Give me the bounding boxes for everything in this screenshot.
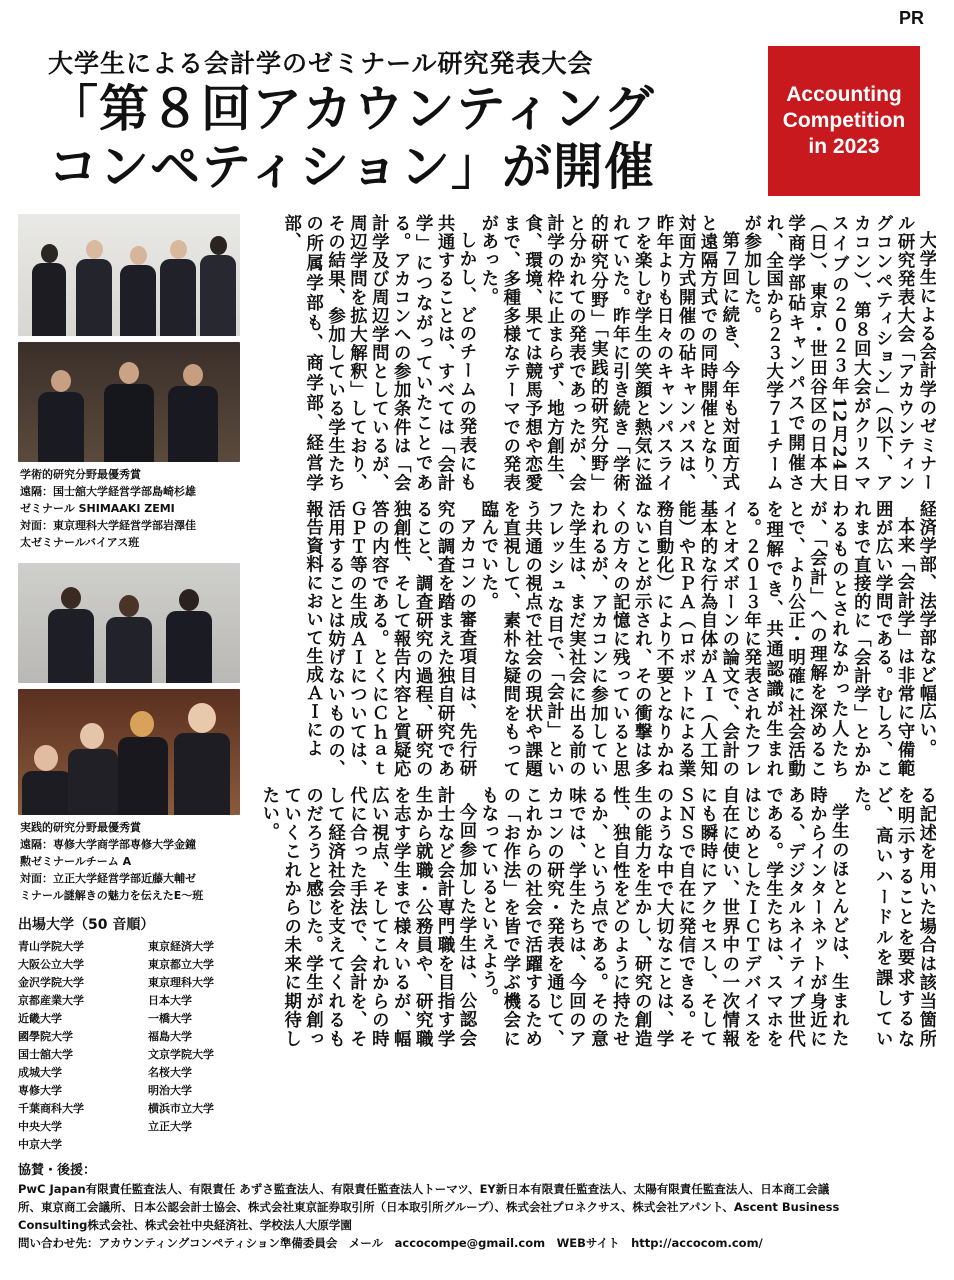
caption-academic-award: [20, 466, 244, 551]
article-text-lower: [250, 786, 936, 1048]
sponsors-line-2: 所、東京商工会議所、日本公認会計士協会、株式会社東京証券取引所（日本取引所グループ）、株式会社プロネクサス、株式会社アパント、Ascent Business: [18, 1200, 840, 1214]
photo-practical-online-team: [18, 563, 240, 683]
article-paragraph: アカコンの審査項目は、先行研究の調査を踏まえた独自研究であること、調査研究の過程、研究の独創性、そして報告内容と質疑応答の内容である。とくにＣｈａｔＧＰＴ等の生成ＡＩについては、活用することは妨げないものの、報告資料において生成ＡＩによ: [302, 500, 476, 778]
university-item: 中央大学: [18, 1120, 62, 1133]
university-item: 中京大学: [18, 1138, 62, 1151]
university-item: 成城大学: [18, 1066, 62, 1079]
university-item: 大阪公立大学: [18, 958, 84, 971]
article-paragraph: 学生のほとんどは、生まれた時からインターネットが身近にある、デジタルネイティブ世代である。学生たちは、スマホをはじめとしたＩＣＴデバイスを自在に使い、世界中の一次情報にも瞬時にアクセスし、そしてＳＮＳで自在に発信できる。そのような中で大切なことは、学生の能力を生かし、研究の創造性、独自性をどのように持たせるか、という点である。その意味では、学生たちは、今回のアカコンの研究・発表を通じて、これからの社会で活躍するための「お作法」を皆で学ぶ機会にもなっているといえよう。: [477, 786, 849, 1048]
university-item: 国士舘大学: [18, 1048, 73, 1061]
caption-practical-line-1: 遠隔：専修大学商学部専修大学金鐘: [20, 838, 196, 851]
article-paragraph: 大学生による会計学のゼミナール研究発表大会「アカウンティングコンペティション」（以下、アカコン）、第８回大会がクリスマスイブの２０２３年12月24日（日）、東京・世田谷区の日本大学商学部砧キャンパスで開催され、全国から２３大学７１チームが参加した。: [740, 214, 936, 492]
university-item: 文京学院大学: [148, 1048, 214, 1061]
university-item: 福島大学: [148, 1030, 192, 1043]
article-title-line-1: 「第８回アカウンティング: [48, 80, 655, 138]
caption-practical-title: 実践的研究分野最優秀賞: [20, 821, 141, 834]
photo-academic-online-team: [18, 214, 240, 336]
university-item: 青山学院大学: [18, 940, 84, 953]
university-item: 近畿大学: [18, 1012, 62, 1025]
article-text-upper: [250, 214, 936, 492]
university-item: 名桜大学: [148, 1066, 192, 1079]
contact-line: 問い合わせ先：アカウンティングコンペティション準備委員会 メール accocompe@gmail.com WEBサイト http://accocom.com/: [18, 1236, 763, 1250]
badge-line-2: Competition: [782, 109, 906, 132]
badge-line-1: Accounting: [786, 83, 902, 106]
article-row-lower: [250, 786, 936, 1048]
photo-practical-onsite-team: [18, 689, 240, 815]
sponsors-line-1: PwC Japan有限責任監査法人、有限責任 あずさ監査法人、有限責任監査法人トーマツ、EY新日本有限責任監査法人、太陽有限責任監査法人、日本商工会議: [18, 1182, 830, 1196]
universities-heading: 出場大学（50 音順）: [18, 917, 155, 933]
article-body: [250, 214, 936, 1048]
university-item: 金沢学院大学: [18, 976, 84, 989]
universities-list: [18, 938, 244, 1154]
article-row-upper: [250, 214, 936, 492]
university-item: 専修大学: [18, 1084, 62, 1097]
caption-academic-line-3: 対面：東京理科大学経営学部岩澤佳: [20, 519, 196, 532]
university-item: 千葉商科大学: [18, 1102, 84, 1115]
caption-practical-award: [20, 819, 244, 904]
article-paragraph: しかし、どのチームの発表にも共通することは、すべては「会計学」につながっていたことである。アカコンへの参加条件は「会計学及び周辺学問としているが、周辺学問を拡大解釈」しており、その結果、参加している学生たちの所属学部も、商学部、経営学部、: [280, 214, 476, 492]
footer-sponsors: [18, 1162, 936, 1252]
universities-column-1: [18, 938, 148, 1154]
caption-academic-line-2: ゼミナール SHIMAAKI ZEMI: [20, 502, 175, 515]
university-item: 京都産業大学: [18, 994, 84, 1007]
caption-academic-title: 学術的研究分野最優秀賞: [20, 468, 141, 481]
article-paragraph: 本来「会計学」は非常に守備範囲が広い学問である。むしろ、これまで直接的に「会計学」とかかわるものとされなかった人たちが、「会計」への理解を深めることで、より公正・明確に社会活動を理解でき、共通認識が生まれる。２０１３年に発表されたフレイとオズボーンの論文で、会計の基本的な行為自体がＡＩ（人工知能）やＲＰＡ（ロボットによる業務自動化）により不要となりかねないことが示され、その衝撃は多くの方々の記憶に残っていると思われるが、アカコンに参加していた学生は、まだ実社会に出る前のフレッシュな目で、「会計」という共通の視点で社会の現状や課題を直視して、素朴な疑問をもって臨んでいた。: [477, 500, 915, 778]
caption-practical-line-2: 勲ゼミナールチーム A: [20, 855, 132, 868]
universities-column-2: [148, 938, 248, 1154]
university-item: 東京理科大学: [148, 976, 214, 989]
photo-academic-onsite-team: [18, 342, 240, 462]
article-row-middle: [250, 500, 936, 778]
photo-column: [18, 214, 244, 1154]
sponsors-line-3: Consulting株式会社、株式会社中央経済社、学校法人大原学園: [18, 1218, 352, 1232]
article-text-middle: [250, 500, 936, 778]
article-paragraph: 今回参加した学生は、公認会計士など会計専門職を目指す学生から就職・公務員や、研究職を志す学生まで様々いるが、幅広い視点、そしてこれからの時代に合った手法で、会計を、そして経済社会を支えてくれるものだろうと感じた。学生が創っていくこれからの未来に期待したい。: [258, 786, 476, 1048]
article-subtitle: 大学生による会計学のゼミナール研究発表大会: [48, 49, 594, 78]
university-item: 横浜市立大学: [148, 1102, 214, 1115]
university-item: 東京都立大学: [148, 958, 214, 971]
sponsors-heading: 協賛・後援：: [18, 1163, 97, 1178]
article-paragraph: 経済学部、法学部など幅広い。: [916, 500, 936, 758]
article-header: [48, 44, 748, 196]
badge-line-3: in 2023: [808, 135, 880, 158]
university-item: 國學院大学: [18, 1030, 73, 1043]
university-item: 東京経済大学: [148, 940, 214, 953]
university-item: 一橋大学: [148, 1012, 192, 1025]
caption-practical-line-4: ミナール謎解きの魅力を伝えたE～班: [20, 889, 204, 902]
university-item: 立正大学: [148, 1120, 192, 1133]
pr-label: PR: [898, 8, 924, 28]
competition-badge: [768, 46, 920, 196]
article-paragraph: 第７回に続き、今年も対面方式と遠隔方式での同時開催となり、対面方式開催の砧キャンパスは、昨年よりも日々のキャンパスライフを楽しむ学生の笑顔と熱気に溢れていた。昨年に引き続き「学術的研究分野」「実践的研究分野」と分かれての発表であったが、会計学の枠に止まらず、地方創生、食、環境、果ては競馬予想や恋愛まで、多種多様なテーマでの発表があった。: [477, 214, 739, 492]
university-item: 日本大学: [148, 994, 192, 1007]
article-paragraph: る記述を用いた場合は該当箇所を明示することを要求するなど、高いハードルを課していた。: [850, 786, 936, 1048]
caption-academic-line-4: 太ゼミナールバイアス班: [20, 536, 140, 549]
caption-academic-line-1: 遠隔：国士舘大学経営学部島崎杉雄: [20, 485, 196, 498]
caption-practical-line-3: 対面：立正大学経営学部近藤大輔ゼ: [20, 872, 196, 885]
university-item: 明治大学: [148, 1084, 192, 1097]
article-title-line-2: コンペティション」が開催: [48, 138, 655, 196]
